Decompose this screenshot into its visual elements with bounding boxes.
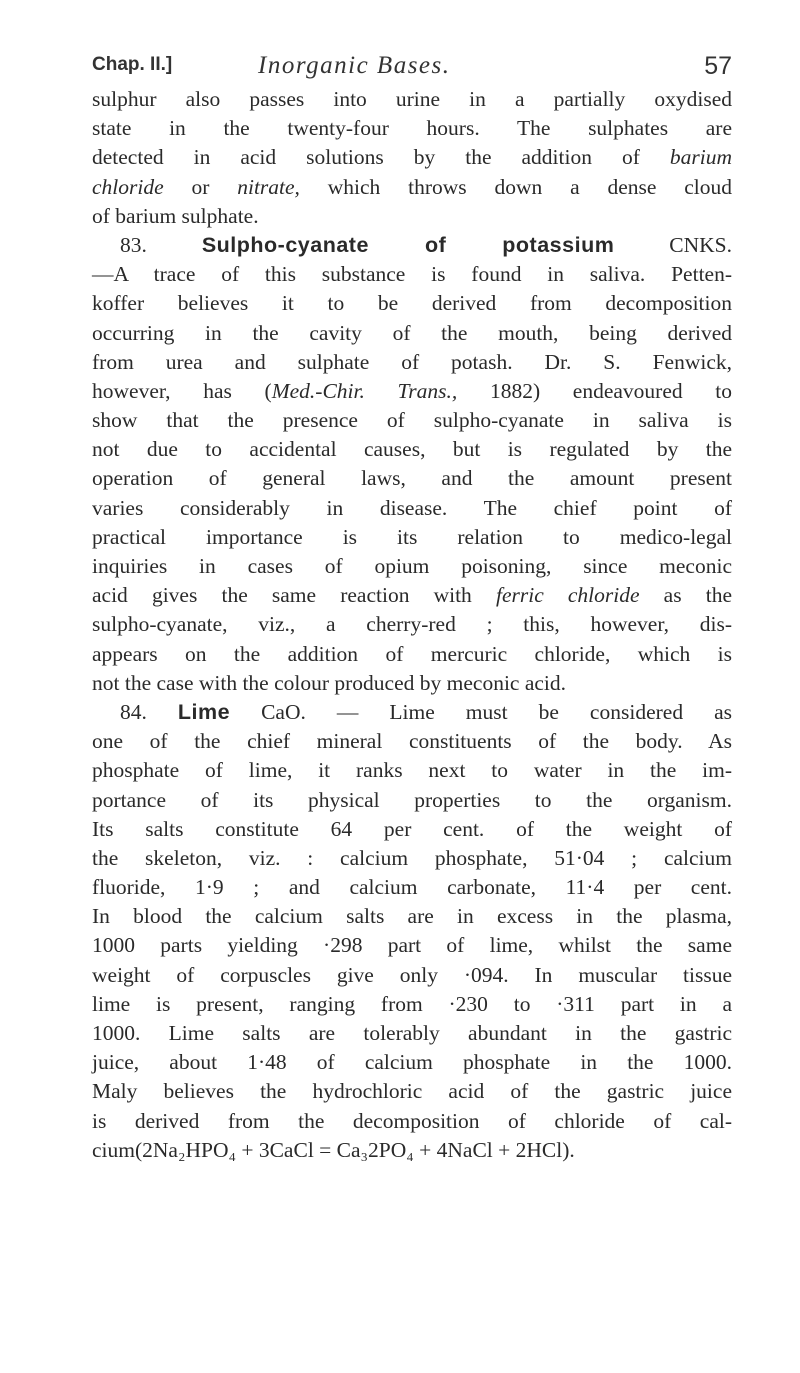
italic-term: nitrate, xyxy=(237,174,300,199)
text-run: as the xyxy=(639,583,732,608)
text-run: 1882) endeavoured to xyxy=(457,378,733,403)
text-run: acid gives the same reaction with xyxy=(92,583,496,608)
text-line xyxy=(92,756,732,785)
text-run: 1000. Lime salts are tolerably abundant in the gastric xyxy=(92,1021,732,1045)
text-line xyxy=(92,173,732,202)
text-run: show that the presence of sulpho-cyanate in saliva is xyxy=(92,408,732,433)
text-run: operation of general laws, and the amount present xyxy=(92,466,732,491)
text-line xyxy=(92,435,732,464)
text-line xyxy=(92,815,732,844)
text-run: CaO. — Lime must be considered as xyxy=(230,699,732,724)
page-number: 57 xyxy=(704,52,732,80)
text-run: In blood the calcium salts are in excess in the plasma, xyxy=(92,904,732,929)
text-run: from urea and sulphate of potash. Dr. S. Fenwick, xyxy=(92,349,732,374)
italic-term: barium xyxy=(669,145,732,170)
text-run: state in the twenty-four hours. The sulphates are xyxy=(92,116,732,141)
body-text xyxy=(92,85,732,1165)
text-run: practical importance is its relation to medico-legal xyxy=(92,524,732,549)
italic-term: ferric chloride xyxy=(495,583,640,608)
text-run: is derived from the decomposition of chloride of cal- xyxy=(92,1108,732,1133)
text-line xyxy=(92,202,732,231)
text-run: not the case with the colour produced by meconic acid. xyxy=(92,670,567,695)
text-line xyxy=(92,1019,732,1048)
section-heading: Lime xyxy=(177,699,231,724)
text-run: sulphur also passes into urine in a partially oxydised xyxy=(92,87,732,111)
text-run: 84. xyxy=(120,699,178,724)
text-line xyxy=(92,143,732,172)
page-header xyxy=(92,52,732,86)
text-run: sulpho-cyanate, viz., a cherry-red ; this, however, dis- xyxy=(92,612,732,637)
text-line xyxy=(92,990,732,1019)
text-line xyxy=(92,319,732,348)
text-run: juice, about 1·48 of calcium phosphate in the 1000. xyxy=(92,1050,732,1075)
text-line xyxy=(92,581,732,610)
text-line xyxy=(92,1136,732,1165)
text-run: which throws down a dense cloud xyxy=(299,174,732,199)
text-line xyxy=(92,844,732,873)
text-run: the skeleton, viz. : calcium phosphate, 51·04 ; calcium xyxy=(92,845,732,870)
text-run: one of the chief mineral constituents of the body. As xyxy=(92,729,732,754)
running-title: Inorganic Bases. xyxy=(258,52,451,79)
italic-term: Med.-Chir. Trans., xyxy=(271,378,458,403)
text-run: varies considerably in disease. The chief point of xyxy=(92,495,732,520)
text-run: weight of corpuscles give only ·094. In muscular tissue xyxy=(92,962,732,987)
text-line xyxy=(92,1107,732,1136)
text-line xyxy=(92,902,732,931)
text-run: Its salts constitute 64 per cent. of the weight of xyxy=(92,816,732,841)
text-run: of barium sulphate. xyxy=(92,203,259,228)
text-run: cium(2Na₂HPO₄ + 3CaCl = Ca₃2PO₄ + 4NaCl + 2HCl). xyxy=(92,1137,575,1162)
text-line xyxy=(92,873,732,902)
text-run: phosphate of lime, it ranks next to water in the im- xyxy=(92,758,732,783)
text-line xyxy=(92,931,732,960)
text-line xyxy=(92,552,732,581)
text-run: —A trace of this substance is found in saliva. Petten- xyxy=(92,262,732,287)
text-line xyxy=(92,377,732,406)
text-line xyxy=(92,786,732,815)
text-line xyxy=(92,85,732,114)
text-line xyxy=(92,494,732,523)
text-line xyxy=(92,698,732,727)
text-run: Maly believes the hydrochloric acid of the gastric juice xyxy=(92,1079,732,1104)
text-line xyxy=(92,260,732,289)
italic-term: chloride xyxy=(92,174,164,199)
text-run: lime is present, ranging from ·230 to ·311 part in a xyxy=(92,991,732,1016)
text-line xyxy=(92,523,732,552)
text-run: occurring in the cavity of the mouth, being derived xyxy=(92,320,732,345)
text-run: not due to accidental causes, but is regulated by the xyxy=(92,437,732,462)
text-run: CNKS. xyxy=(614,232,732,257)
text-run: fluoride, 1·9 ; and calcium carbonate, 11·4 per cent. xyxy=(92,875,732,900)
text-run: portance of its physical properties to the organism. xyxy=(92,787,732,812)
section-heading: Sulpho-cyanate of potassium xyxy=(201,232,615,257)
text-line xyxy=(92,669,732,698)
text-line xyxy=(92,289,732,318)
text-run: inquiries in cases of opium poisoning, since meconic xyxy=(92,554,732,578)
text-line xyxy=(92,640,732,669)
text-run: appears on the addition of mercuric chloride, which is xyxy=(92,641,732,666)
text-line xyxy=(92,348,732,377)
text-run: or xyxy=(163,174,238,199)
text-run: 83. xyxy=(120,232,202,257)
text-line xyxy=(92,1048,732,1077)
text-line xyxy=(92,610,732,639)
text-run: koffer believes it to be derived from decomposition xyxy=(92,291,732,316)
text-line xyxy=(92,406,732,435)
text-line xyxy=(92,727,732,756)
text-line xyxy=(92,114,732,143)
text-line xyxy=(92,961,732,990)
chapter-label: Chap. II.] xyxy=(92,54,173,75)
text-run: 1000 parts yielding ·298 part of lime, whilst the same xyxy=(92,933,732,958)
text-line xyxy=(92,231,732,260)
text-line xyxy=(92,464,732,493)
text-run: however, has ( xyxy=(92,378,272,403)
text-line xyxy=(92,1077,732,1106)
text-run: detected in acid solutions by the addition of xyxy=(92,145,670,170)
